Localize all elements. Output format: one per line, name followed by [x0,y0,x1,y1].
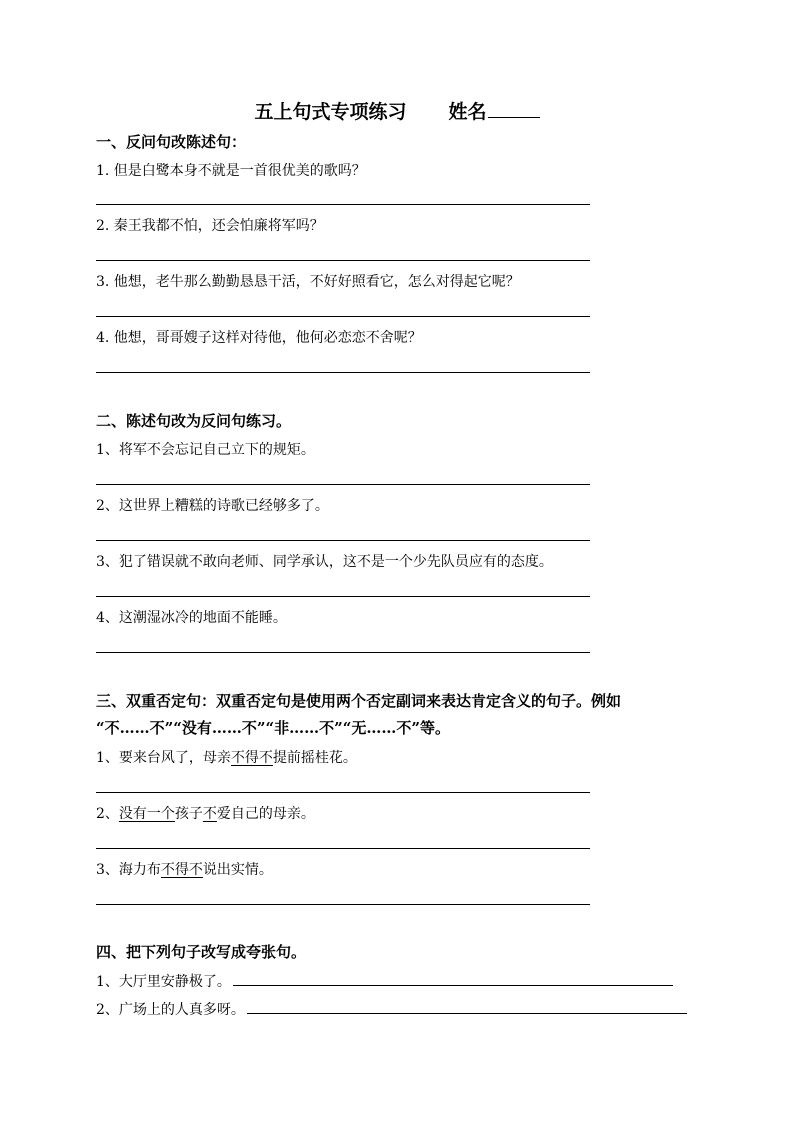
q2-prefix: 2、 [96,806,119,822]
q1-underlined: 不得不 [230,750,273,766]
s4-answer-blank-1[interactable] [233,970,673,986]
section3-question-3 [96,859,273,879]
section4-question-2 [96,998,687,1019]
answer-line-1-3[interactable] [96,316,590,317]
section2-question-3: 3、犯了错误就不敢向老师、同学承认，这不是一个少先队员应有的态度。 [96,554,553,570]
answer-line-3-1[interactable] [96,792,590,793]
section2-heading: 二、陈述句改为反问句练习。 [96,412,292,430]
answer-line-3-2[interactable] [96,848,590,849]
s4-q2-text: 2、广场上的人真多呀。 [96,1002,245,1018]
page-title [0,97,794,124]
section2-question-4: 4、这潮湿冰冷的地面不能睡。 [96,610,287,626]
section1-question-3: 3. 他想，老牛那么勤勤恳恳干活，不好好照看它，怎么对得起它呢？ [96,274,520,290]
answer-line-1-4[interactable] [96,372,590,373]
answer-line-2-2[interactable] [96,540,590,541]
answer-line-2-3[interactable] [96,596,590,597]
q2-underlined-2: 不 [202,806,217,822]
name-label: 姓名 [448,101,487,123]
q2-underlined-1: 没有一个 [118,806,175,822]
section3-question-1 [96,747,357,767]
answer-line-3-3[interactable] [96,904,590,905]
q3-suffix: 说出实情。 [202,862,273,878]
q3-underlined: 不得不 [160,862,203,878]
name-blank[interactable] [488,100,540,118]
section1-question-4: 4. 他想，哥哥嫂子这样对待他，他何必恋恋不舍呢？ [96,330,422,346]
section3-question-2 [96,803,315,823]
answer-line-1-1[interactable] [96,204,590,205]
answer-line-2-1[interactable] [96,484,590,485]
section1-question-1: 1. 但是白鹭本身不就是一首很优美的歌吗？ [96,163,366,179]
worksheet-title: 五上句式专项练习 [254,101,407,123]
s4-q1-text: 1、大厅里安静极了。 [96,974,231,990]
section4-heading: 四、把下列句子改写成夸张句。 [96,943,307,961]
section3-heading-line1: 三、双重否定句：双重否定句是使用两个否定副词来表达肯定含义的句子。例如 [96,692,622,710]
answer-line-1-2[interactable] [96,260,590,261]
section3-heading-line2: “不……不”“没有……不”“非……不”“无……不”等。 [96,719,451,737]
section1-heading: 一、反问句改陈述句： [96,133,247,151]
section2-question-2: 2、这世界上糟糕的诗歌已经够多了。 [96,498,329,514]
section4-question-1 [96,970,673,991]
q2-middle: 孩子 [174,806,203,822]
q1-prefix: 1、要来台风了，母亲 [96,750,231,766]
answer-line-2-4[interactable] [96,652,590,653]
q3-prefix: 3、海力布 [96,862,161,878]
s4-answer-blank-2[interactable] [247,998,687,1014]
section2-question-1: 1、将军不会忘记自己立下的规矩。 [96,442,315,458]
section1-question-2: 2. 秦王我都不怕，还会怕廉将军吗？ [96,218,324,234]
q1-suffix: 提前摇桂花。 [272,750,357,766]
q2-suffix: 爱自己的母亲。 [216,806,315,822]
